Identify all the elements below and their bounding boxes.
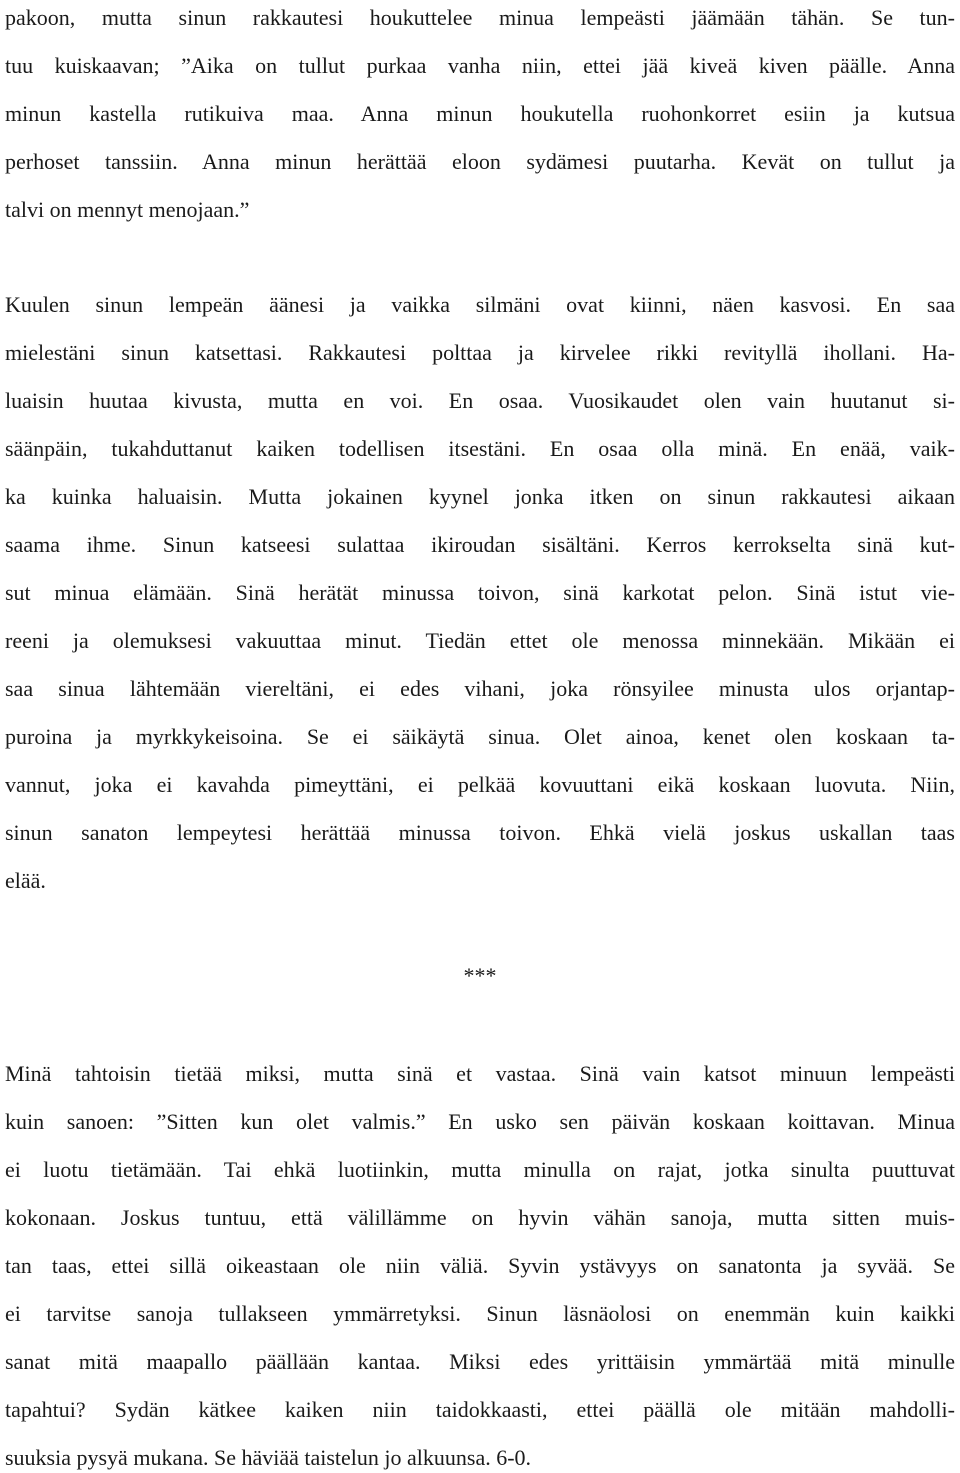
text-line: tan taas, ettei sillä oikeastaan ole niin väliä. Syvin ystävyys on sanatonta ja syvää. Se [5, 1253, 955, 1278]
text-line: elää. [5, 868, 46, 893]
section-separator: *** [463, 963, 497, 988]
text-line: Kuulen sinun lempeän äänesi ja vaikka silmäni ovat kiinni, näen kasvosi. En saa [5, 292, 955, 317]
text-line: kuin sanoen: ”Sitten kun olet valmis.” En usko sen päivän koskaan koittavan. Minua [5, 1109, 955, 1134]
text-line: mielestäni sinun katsettasi. Rakkautesi polttaa ja kirvelee rikki revityllä ihollani. Ha- [5, 340, 955, 365]
text-line: puroina ja myrkkykeisoina. Se ei säikäytä sinua. Olet ainoa, kenet olen koskaan ta- [5, 724, 955, 749]
text-line: talvi on mennyt menojaan.” [5, 197, 250, 222]
text-line: perhoset tanssiin. Anna minun herättää eloon sydämesi puutarha. Kevät on tullut ja [5, 149, 955, 174]
text-line: kokonaan. Joskus tuntuu, että välillämme on hyvin vähän sanoja, mutta sitten muis- [5, 1205, 955, 1230]
text-line: luaisin huutaa kivusta, mutta en voi. En osaa. Vuosikaudet olen vain huutanut si- [5, 388, 955, 413]
text-line: Minä tahtoisin tietää miksi, mutta sinä et vastaa. Sinä vain katsot minuun lempeästi [5, 1061, 955, 1086]
text-line: tapahtui? Sydän kätkee kaiken niin taidokkaasti, ettei päällä ole mitään mahdolli- [5, 1397, 955, 1422]
text-line: saa sinua lähtemään viereltäni, ei edes vihani, joka rönsyilee minusta ulos orjantap- [5, 676, 955, 701]
text-line: sut minua elämään. Sinä herätät minussa toivon, sinä karkotat pelon. Sinä istut vie- [5, 580, 955, 605]
text-line: saama ihme. Sinun katseesi sulattaa ikiroudan sisältäni. Kerros kerrokselta sinä kut- [5, 532, 955, 557]
text-line: säänpäin, tukahduttanut kaiken todellisen itsestäni. En osaa olla minä. En enää, vaik- [5, 436, 955, 461]
text-line: reeni ja olemuksesi vakuuttaa minut. Tiedän ettet ole menossa minnekään. Mikään ei [5, 628, 955, 653]
text-line: ei luotu tietämään. Tai ehkä luotiinkin, mutta minulla on rajat, jotka sinulta puuttuvat [5, 1157, 955, 1182]
text-line: vannut, joka ei kavahda pimeyttäni, ei pelkää kovuuttani eikä koskaan luovuta. Niin, [5, 772, 955, 797]
text-line: sanat mitä maapallo päällään kantaa. Miksi edes yrittäisin ymmärtää mitä minulle [5, 1349, 955, 1374]
text-line: tuu kuiskaavan; ”Aika on tullut purkaa vanha niin, ettei jää kiveä kiven päälle. Anna [5, 53, 955, 78]
text-line: minun kastella rutikuiva maa. Anna minun houkutella ruohonkorret esiin ja kutsua [5, 101, 955, 126]
text-line: suuksia pysyä mukana. Se häviää taistelun jo alkuunsa. 6-0. [5, 1445, 532, 1470]
text-line: pakoon, mutta sinun rakkautesi houkuttelee minua lempeästi jäämään tähän. Se tun- [5, 5, 955, 30]
text-line: ka kuinka haluaisin. Mutta jokainen kyynel jonka itken on sinun rakkautesi aikaan [5, 484, 955, 509]
text-line: ei tarvitse sanoja tullakseen ymmärretyksi. Sinun läsnäolosi on enemmän kuin kaikki [5, 1301, 955, 1326]
text-line: sinun sanaton lempeytesi herättää minussa toivon. Ehkä vielä joskus uskallan taas [5, 820, 955, 845]
